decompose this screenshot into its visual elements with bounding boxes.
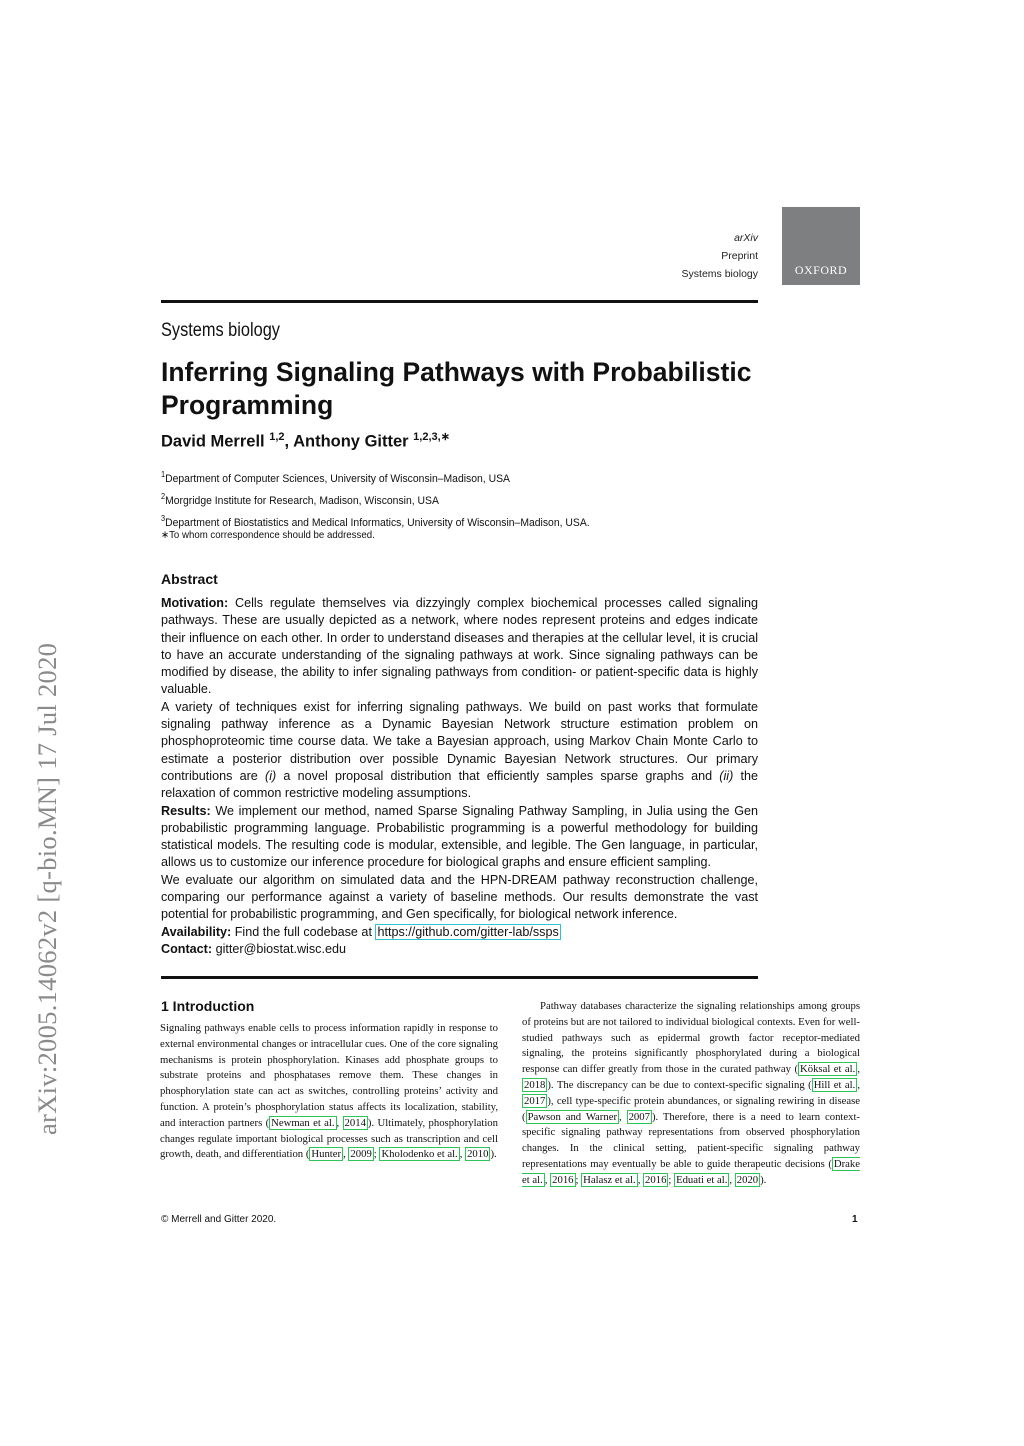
affiliations [161,466,590,531]
abstract-availability: Availability: Find the full codebase at https://github.com/gitter-lab/ssps [161,924,559,939]
citation-link[interactable]: Newman et al. [271,1116,335,1129]
abstract-rule [161,976,758,979]
citation-link[interactable]: 2007 [628,1110,650,1123]
citation-link[interactable]: Pawson and Warner [527,1110,618,1123]
abstract-heading: Abstract [161,571,218,587]
citation-link[interactable]: 2016 [645,1173,667,1186]
citation-link[interactable]: 2014 [344,1116,366,1129]
citation-link[interactable]: Halasz et al. [583,1173,636,1186]
intro-right-column: Pathway databases characterize the signaling relationships among groups of proteins but are not tailored to individual biological contexts. Even for well-studied pathways such as epidermal growth factor receptor-mediated signaling, the proteins significantly phosphorylated during a biological response can differ greatly from those in the curated pathway ( Köksal et al. , 2018 ). The discrepancy can be due to context-specific signaling ( Hill et al. , 2017 ), cell type-specific protein abundances, or signaling rewiring in disease ( Pawson and Warner , 2007 ). Therefore, there is a need to learn context-specific signaling pathway representations from observed phosphorylation changes. In the clinical setting, patient-specific signaling pathway representations may eventually be able to guide therapeutic decisions ( Drake et al. , 2016 ; Halasz et al. , 2016 ; Eduati et al. , 2020 ). [522,1000,860,1186]
citation-link[interactable]: Köksal et al. [800,1063,856,1076]
author-name: Anthony Gitter [293,432,409,451]
abstract-results: Results: We implement our method, named Sparse Signaling Pathway Sampling, in Julia using the Gen probabilistic programming language. Probabilistic programming is a powerful methodology for building statistical models. The resulting code is modular, extensible, and legible. The Gen language, in particular, allows us to customize our inference procedure for biological graphs and ensure efficient sampling. [161,803,759,870]
header-rule [161,300,758,303]
citation-link[interactable]: Drake et al. [522,1157,860,1186]
affiliation: $^2$Morgridge Institute for Research, Madison, Wisconsin, USA [161,491,439,507]
abstract-contact: Contact: gitter@biostat.wisc.edu [161,941,346,956]
citation-link[interactable]: 2018 [524,1078,546,1091]
citation-link[interactable]: 2020 [736,1173,759,1186]
author-list: David Merrell $^{1,2}$, Anthony Gitter $^{1,2,3,∗}$ [161,431,450,451]
abstract-body [161,595,758,958]
citation-link[interactable]: Hunter [311,1148,342,1161]
citation-link[interactable]: 2010 [467,1148,489,1161]
citation-link[interactable]: Hill et al. [813,1078,856,1091]
codebase-link[interactable]: https://github.com/gitter-lab/ssps [377,924,559,939]
abstract-paragraph: A variety of techniques exist for inferring signaling pathways. We build on past works that formulate signaling pathway inference as a Dynamic Bayesian Network structure estimation problem on phosphoproteomic time course data. We take a Bayesian approach, using Markov Chain Monte Carlo to estimate a posterior distribution over possible Dynamic Bayesian Network structures. Our primary contributions are (i) a novel proposal distribution that efficiently samples sparse graphs and (ii) the relaxation of common restrictive modeling assumptions. [161,699,758,801]
contact-email: gitter@biostat.wisc.edu [215,941,346,956]
citation-link[interactable]: Kholodenko et al. [381,1148,458,1161]
citation-link[interactable]: 2016 [552,1173,574,1186]
citation-link[interactable]: 2017 [524,1094,546,1107]
affiliation: $^3$Department of Biostatistics and Medical Informatics, University of Wisconsin–Madison, USA. [161,513,590,529]
intro-heading: 1 Introduction [161,998,255,1014]
author-name: David Merrell [161,432,265,451]
article-type: Preprint [721,250,758,262]
author-affil-marker: 1,2 [269,431,285,443]
abstract-paragraph: We evaluate our algorithm on simulated data and the HPN-DREAM pathway reconstruction challenge, comparing our performance against a variety of baseline methods. Our results demonstrate the vast potential for probabilistic programming, and Gen specifically, for biological network inference. [161,872,758,922]
citation-link[interactable]: 2009 [350,1148,372,1161]
affiliation: $^1$Department of Computer Sciences, University of Wisconsin–Madison, USA [161,470,510,485]
section-label: Systems biology [161,320,280,341]
intro-left-column: Signaling pathways enable cells to process information rapidly in response to external environmental changes or intracellular cues. One of the core signaling mechanisms is protein phosphorylation. Kinases add phosphate groups to substrate proteins and phosphatases remove them. These changes in phosphorylation state can act as switches, controlling proteins’ activity and function. A protein’s phosphorylation status affects its localization, stability, and interaction partners ( Newman et al. , 2014 ). Ultimately, phosphorylation changes regulate important biological processes such as transcription and cell growth, death, and differentiation ( Hunter , 2009 ; Kholodenko et al. , 2010 ). [160,1022,498,1161]
citation-link[interactable]: Eduati et al. [676,1173,728,1186]
arxiv-identifier-stamp: arXiv:2005.14062v2 [q-bio.MN] 17 Jul 2020 [32,642,62,1135]
oxford-logo-text: OXFORD [794,263,848,277]
paper-title: Inferring Signaling Pathways with Probabilistic Programming [161,357,752,420]
copyright-notice: © Merrell and Gitter 2020. [161,1214,277,1225]
abstract-motivation: Motivation: Cells regulate themselves via dizzyingly complex biochemical processes called signaling pathways. These are usually depicted as a network, where nodes represent proteins and edges indicate their influence on each other. In order to understand diseases and therapies at the cellular level, it is crucial to have an accurate understanding of the signaling pathways at work. Since signaling pathways can be modified by disease, the ability to infer signaling pathways from condition- or patient-specific data is highly valuable. [161,596,758,697]
journal-name: arXiv [734,232,758,244]
page-number: 1 [852,1214,858,1225]
author-affil-marker: 1,2,3,∗ [413,431,450,443]
journal-header [682,229,758,283]
oxford-logo [782,207,860,285]
article-category: Systems biology [681,268,758,280]
correspondence-note: ∗To whom correspondence should be addressed. [161,529,375,541]
